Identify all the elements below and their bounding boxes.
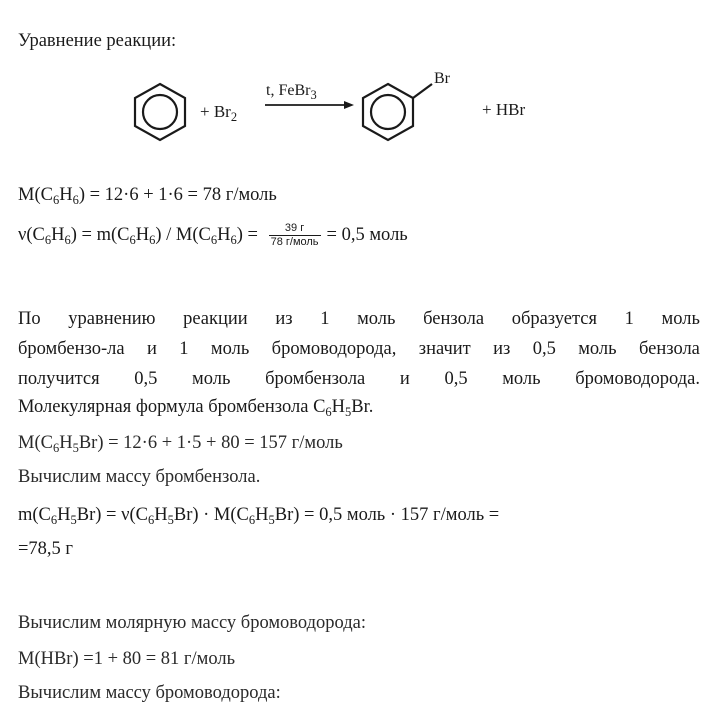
bromobenzene-molar-mass: $M(C_6H_5Br) = 12\cdot 6 + 1\cdot 5 + 80 = 157$ г/моль — [18, 433, 343, 455]
mass-note: Вычислим массу бромбензола. — [18, 467, 261, 487]
hbr-mass-note: Вычислим массу бромоводорода: — [18, 683, 281, 703]
reaction-equation — [130, 70, 550, 158]
bromobenzene-mass: $m(C_6H_5Br) = \nu(C_6H_5Br) \cdot M(C_6H_5Br) = 0,5$ моль · 157 г/моль = — [18, 505, 500, 527]
br-substituent: Br — [434, 70, 450, 87]
benzene-molar-mass: $M(C_6H_6) = 12\cdot 6 + 1\cdot 6 = 78$ г/моль — [18, 185, 277, 207]
reaction-condition: t, FeBr$_3$ — [266, 82, 317, 102]
hbr-molar-mass-note: Вычислим молярную массу бромоводорода: — [18, 613, 367, 633]
benzene-amount: $\nu(C_6H_6) = m(C_6H_6) / M(C_6H_6)$ = $\frac{39 г}{\text{78 г/моль}}$ = 0,5 моль — [18, 222, 408, 249]
reaction-arrow — [265, 101, 354, 109]
bromobenzene-mass-result: =78,5 г — [18, 539, 74, 559]
molecular-formula-line: Молекулярная формула бромбензола $C_6H_5Br$. — [18, 397, 374, 419]
paragraph-line-3: получится 0,5 моль бромбензола и 0,5 моль бромоводорода. — [18, 369, 700, 389]
fraction: $\frac{39 г}{\text{78 г/моль}}$ — [270, 222, 319, 249]
bromobenzene-ring — [363, 84, 432, 140]
header-label: Уравнение реакции: — [18, 31, 177, 51]
benzene-ring — [135, 84, 185, 140]
plus-hbr: + HBr — [482, 100, 526, 119]
paragraph-line-2: бромбензо-ла и 1 моль бромоводорода, значит из 0,5 моль бензола — [18, 339, 700, 359]
paragraph-line-1: По уравнению реакции из 1 моль бензола образуется 1 моль — [18, 309, 700, 329]
plus-br2: + $Br_2$ — [200, 102, 238, 124]
hbr-molar-mass: M(HBr) =1 + 80 = 81 г/моль — [18, 649, 236, 669]
